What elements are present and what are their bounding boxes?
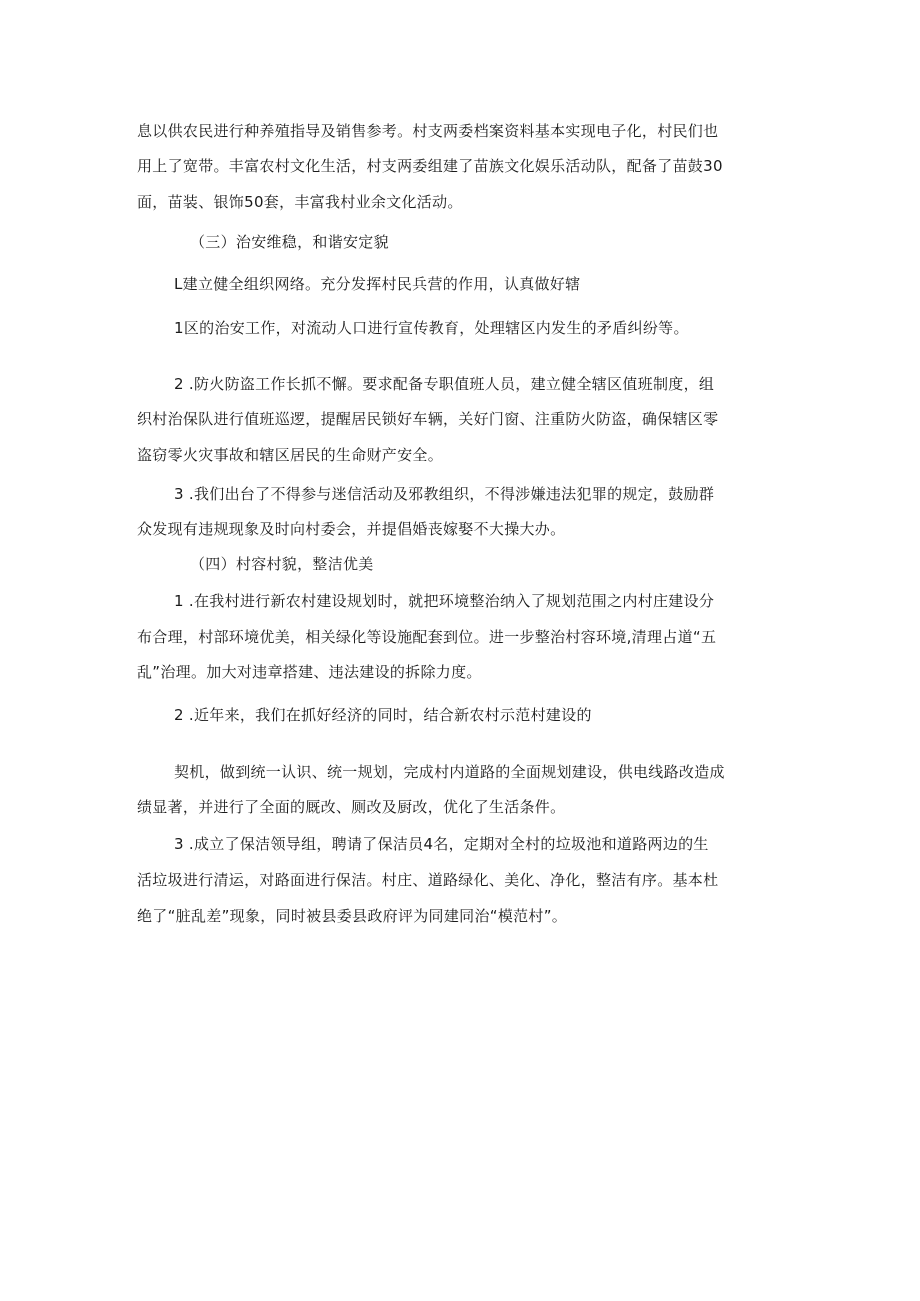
text-line: 2 .近年来，我们在抓好经济的同时，结合新农村示范村建设的 [174, 706, 592, 724]
text-line: 盗窃零火灾事故和辖区居民的生命财产安全。 [137, 446, 444, 464]
text-line: 活垃圾进行清运，对路面进行保洁。村庄、道路绿化、美化、净化，整洁有序。基本杜 [137, 871, 719, 889]
text-line: 织村治保队进行值班巡逻，提醒居民锁好车辆，关好门窗、注重防火防盗，确保辖区零 [137, 410, 719, 428]
text-line: 面，苗装、银饰50套，丰富我村业余文化活动。 [137, 193, 463, 211]
text-line: 3 .成立了保洁领导组，聘请了保洁员4名，定期对全村的垃圾池和道路两边的生 [174, 835, 709, 853]
text-line: 用上了宽带。丰富农村文化生活，村支两委组建了苗族文化娱乐活动队，配备了苗鼓30 [137, 157, 723, 175]
text-line: 2 .防火防盗工作长抓不懈。要求配备专职值班人员，建立健全辖区值班制度，组 [174, 375, 715, 393]
text-line: 绩显著，并进行了全面的厩改、厕改及厨改，优化了生活条件。 [137, 798, 566, 816]
text-line: L建立健全组织网络。充分发挥村民兵营的作用，认真做好辖 [174, 275, 581, 293]
text-line: 息以供农民进行种养殖指导及销售参考。村支两委档案资料基本实现电子化，村民们也 [137, 122, 719, 140]
text-line: 众发现有违规现象及时向村委会，并提倡婚丧嫁娶不大操大办。 [137, 520, 566, 538]
text-line: 1区的治安工作，对流动人口进行宣传教育，处理辖区内发生的矛盾纠纷等。 [174, 319, 689, 337]
text-line: 绝了“脏乱差”现象，同时被县委县政府评为同建同治“模范村”。 [137, 907, 568, 925]
text-line: 布合理，村部环境优美，相关绿化等设施配套到位。进一步整治村容环境,清理占道“五 [137, 628, 717, 646]
text-line: 1 .在我村进行新农村建设规划时，就把环境整治纳入了规划范围之内村庄建设分 [174, 592, 715, 610]
section-heading: （三）治安维稳，和谐安定貌 [190, 233, 389, 251]
section-heading: （四）村容村貌，整洁优美 [190, 555, 374, 573]
text-line: 3 .我们出台了不得参与迷信活动及邪教组织，不得涉嫌违法犯罪的规定，鼓励群 [174, 485, 715, 503]
text-line: 契机，做到统一认识、统一规划，完成村内道路的全面规划建设，供电线路改造成 [174, 763, 725, 781]
text-line: 乱”治理。加大对违章搭建、违法建设的拆除力度。 [137, 663, 482, 681]
